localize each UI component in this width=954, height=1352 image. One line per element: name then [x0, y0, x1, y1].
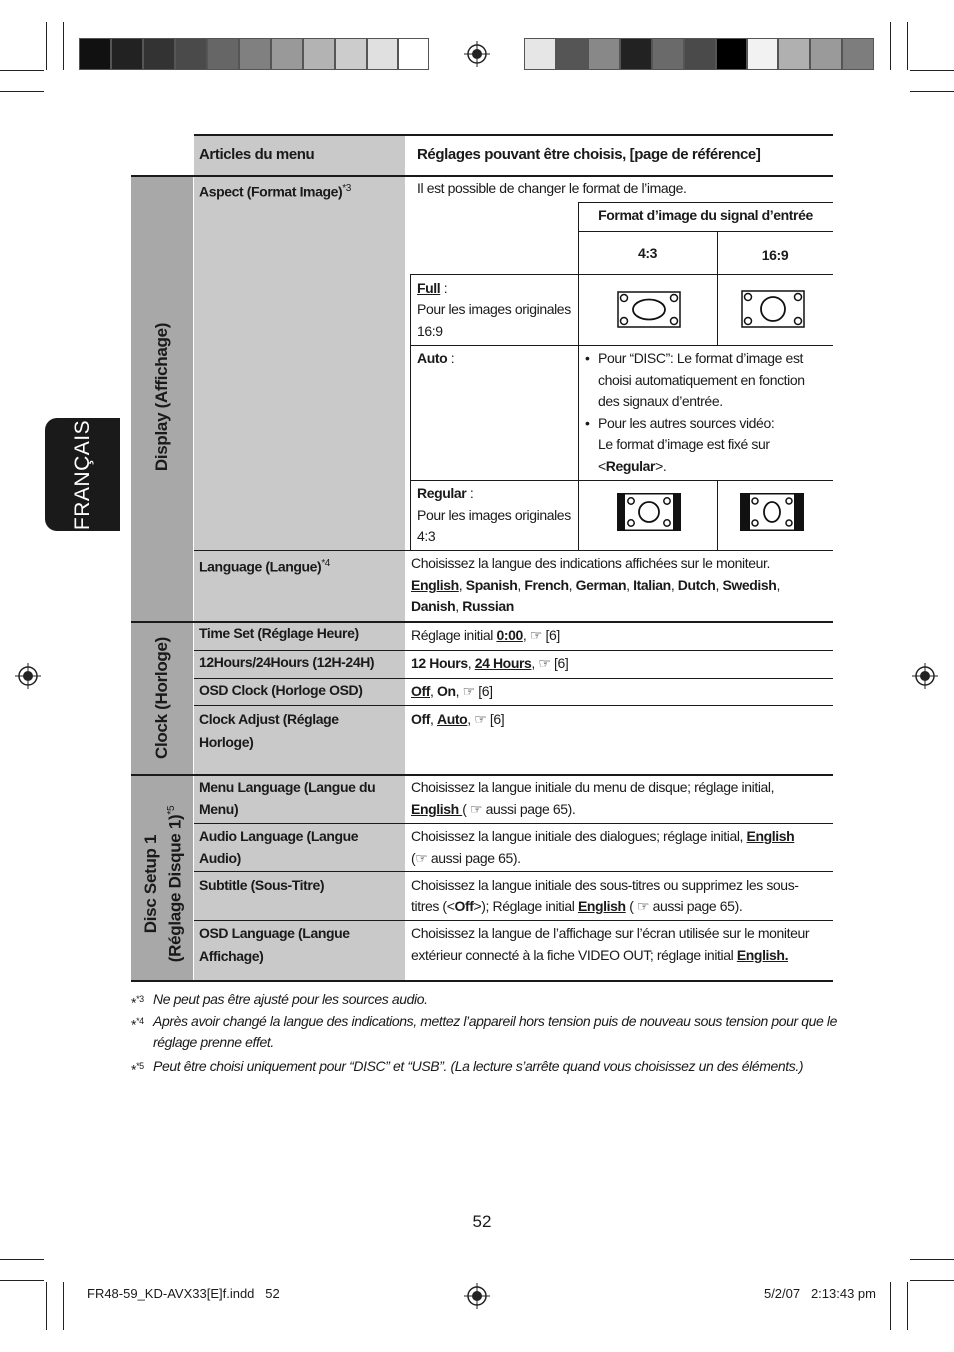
audio-language-label-line1: Audio Language (Langue [199, 828, 359, 844]
subtitle-off-option: Off [454, 898, 474, 914]
footnote-4-line1: Après avoir changé la langue des indications, mettez l’appareil hors tension puis de nouveau sous tension pour que le [153, 1013, 838, 1029]
auto-label: Auto [417, 350, 448, 366]
subtitle-default: English [577, 898, 626, 914]
hours-format-label: 12Hours/24Hours (12H-24H) [199, 654, 375, 670]
time-set-prefix: Réglage initial [411, 627, 497, 643]
auto-bullet1-line1: Pour “DISC”: Le format d’image est [598, 350, 804, 366]
osd-language-desc-line1: Choisissez la langue de l’affichage sur l’écran utilisée sur le moniteur [411, 925, 810, 941]
fn3-num: *3 [136, 994, 144, 1004]
osd-language-text: extérieur connecté à la fiche VIDEO OUT; réglage initial [411, 947, 737, 963]
regular-desc-line2: 4:3 [417, 528, 436, 544]
slug-date: 5/2/07 2:13:43 pm [763, 1286, 876, 1301]
hours-ref: , ☞ [6] [531, 655, 569, 671]
registration-mark-top-icon [464, 41, 490, 67]
subtitle-desc-line2 [411, 896, 742, 917]
lang-option-italian: Italian [633, 577, 671, 593]
auto-regular-value: Regular [605, 458, 656, 474]
section-disc-label [140, 784, 184, 984]
auto-bullet2-line1: Pour les autres sources vidéo: [598, 415, 775, 431]
language-label [199, 553, 330, 578]
header-menu-items: Articles du menu [199, 146, 315, 163]
footnote-5: Peut être choisi uniquement pour “DISC” et “USB”. (La lecture s’arrête quand vous choisissez un des éléments.) [153, 1058, 804, 1074]
auto-bullet1-line3: des signaux d’entrée. [598, 393, 723, 409]
osd-language-label-line1: OSD Language (Langue [199, 925, 350, 941]
fn5-num: *5 [136, 1061, 144, 1071]
lang-option-danish: Danish [411, 598, 456, 614]
language-options-line2: Danish, Russian [411, 598, 514, 614]
footnote-3-mark: *$^{*3}$ [131, 994, 144, 1011]
section-clock-label: Clock (Horloge) [152, 636, 171, 760]
time-set-label: Time Set (Réglage Heure) [199, 625, 359, 641]
full-desc-line2: 16:9 [417, 323, 443, 339]
time-set-default: 0:00 [496, 627, 523, 643]
disc-label-line2: (Réglage Disque 1) [165, 814, 185, 963]
lang-option-russian: Russian [462, 598, 514, 614]
subtitle-text-a: titres (< [411, 898, 455, 914]
footnote-4-line2: réglage prenne effet. [153, 1034, 274, 1050]
language-tab-label: FRANÇAIS [71, 419, 94, 531]
language-label-text: Language (Langue) [199, 558, 322, 575]
time-set-value [411, 625, 560, 646]
regular-43-icon [617, 493, 681, 531]
bullet-1-icon: • [585, 350, 590, 366]
regular-desc-line1: Pour les images originales [417, 507, 571, 523]
header-settings: Réglages pouvant être choisis, [page de référence] [417, 146, 761, 163]
regular-169-icon [740, 493, 804, 531]
clock-adjust-label-line1: Clock Adjust (Réglage [199, 711, 339, 727]
osd-off-option: Off [411, 683, 431, 699]
page-number: 52 [472, 1212, 492, 1231]
subtitle-label: Subtitle (Sous-Titre) [199, 877, 325, 893]
registration-mark-left-icon [15, 663, 41, 689]
lang-option-dutch: Dutch [677, 577, 716, 593]
lang-option-swedish: Swedish [722, 577, 777, 593]
lang-option-english: English [411, 577, 459, 593]
full-colon: : [440, 280, 448, 296]
fn4-num: *4 [136, 1016, 144, 1026]
section-display-label: Display (Affichage) [152, 322, 171, 472]
subtitle-text-b: >); Réglage initial [473, 898, 578, 914]
disc-label-footnote-ref: *5 [166, 805, 177, 815]
hours-24-option: 24 Hours [474, 655, 532, 671]
footnote-5-mark: *$^{*5}$ [131, 1061, 144, 1078]
menu-language-label-line1: Menu Language (Langue du [199, 779, 376, 795]
osd-language-default: English. [736, 947, 789, 963]
lang-option-french: French [524, 577, 569, 593]
audio-language-desc [411, 826, 794, 847]
adjust-ref: , ☞ [6] [467, 711, 505, 727]
aspect-full-option [417, 278, 447, 299]
language-footnote-ref: *4 [321, 558, 330, 569]
auto-bullet2-line3 [598, 456, 666, 477]
clock-adjust-label-line2: Horloge) [199, 734, 254, 750]
disc-label-line1: Disc Setup 1 [141, 834, 160, 934]
osd-clock-value: Off, On, ☞ [6] [411, 683, 493, 699]
auto-bracket-close: >. [655, 458, 667, 474]
menu-language-desc: Choisissez la langue initiale du menu de disque; réglage initial, [411, 779, 775, 795]
aspect-subtable-header: Format d’image du signal d’entrée [598, 207, 813, 223]
aspect-label [199, 178, 351, 203]
language-side-tab [45, 418, 120, 531]
aspect-regular-option [417, 483, 473, 504]
menu-language-label-line2: Menu) [199, 801, 239, 817]
aspect-intro: Il est possible de changer le format de l’image. [417, 180, 687, 196]
audio-language-label-line2: Audio) [199, 850, 241, 866]
menu-language-ref: ( ☞ aussi page 65). [462, 801, 576, 817]
slug-filename: FR48-59_KD-AVX33[E]f.indd 52 [87, 1286, 280, 1301]
aspect-col-43: 4:3 [637, 245, 658, 261]
aspect-label-text: Aspect (Format Image) [199, 183, 343, 200]
registration-mark-bottom-icon [464, 1283, 490, 1309]
hours-format-value: 12 Hours, 24 Hours, ☞ [6] [411, 655, 569, 671]
auto-bullet1-line2: choisi automatiquement en fonction [598, 372, 805, 388]
registration-mark-right-icon [912, 663, 938, 689]
full-desc-line1: Pour les images originales [417, 301, 571, 317]
osd-clock-label: OSD Clock (Horloge OSD) [199, 682, 363, 698]
auto-colon: : [447, 350, 455, 366]
subtitle-desc-line1: Choisissez la langue initiale des sous-titres ou supprimez les sous- [411, 877, 799, 893]
osd-language-desc-line2 [411, 945, 788, 966]
aspect-col-169: 16:9 [761, 247, 789, 263]
language-options-line1: English, Spanish, French, German, Italian, Dutch, Swedish, [411, 577, 780, 593]
aspect-auto-option [417, 348, 454, 369]
full-43-stretched-icon [617, 291, 681, 328]
osd-on-option: On [437, 683, 456, 699]
osd-ref: , ☞ [6] [455, 683, 493, 699]
menu-language-default: English [411, 801, 463, 817]
lang-option-german: German [575, 577, 627, 593]
menu-language-value [411, 799, 575, 820]
language-desc: Choisissez la langue des indications affichées sur le moniteur. [411, 555, 770, 571]
audio-language-text: Choisissez la langue initiale des dialogues; réglage initial, [411, 828, 747, 844]
full-label: Full [417, 280, 441, 296]
subtitle-ref: ( ☞ aussi page 65). [625, 898, 743, 914]
time-set-ref: , ☞ [6] [522, 627, 560, 643]
audio-language-default: English [746, 828, 795, 844]
full-169-icon [741, 290, 805, 328]
bullet-2-icon: • [585, 415, 590, 431]
auto-bracket-open: < [598, 458, 606, 474]
regular-colon: : [466, 485, 474, 501]
aspect-footnote-ref: *3 [342, 183, 351, 194]
audio-language-ref: (☞ aussi page 65). [411, 850, 521, 866]
regular-label: Regular [417, 485, 467, 501]
auto-bullet2-line2: Le format d’image est fixé sur [598, 436, 770, 452]
hours-12-option: 12 Hours [411, 655, 468, 671]
clock-adjust-value: Off, Auto, ☞ [6] [411, 711, 505, 727]
adjust-auto-option: Auto [437, 711, 468, 727]
adjust-off-option: Off [411, 711, 431, 727]
osd-language-label-line2: Affichage) [199, 948, 264, 964]
footnote-4-mark: *$^{*4}$ [131, 1016, 144, 1033]
lang-option-spanish: Spanish [465, 577, 518, 593]
footnote-3: Ne peut pas être ajusté pour les sources audio. [153, 991, 428, 1007]
